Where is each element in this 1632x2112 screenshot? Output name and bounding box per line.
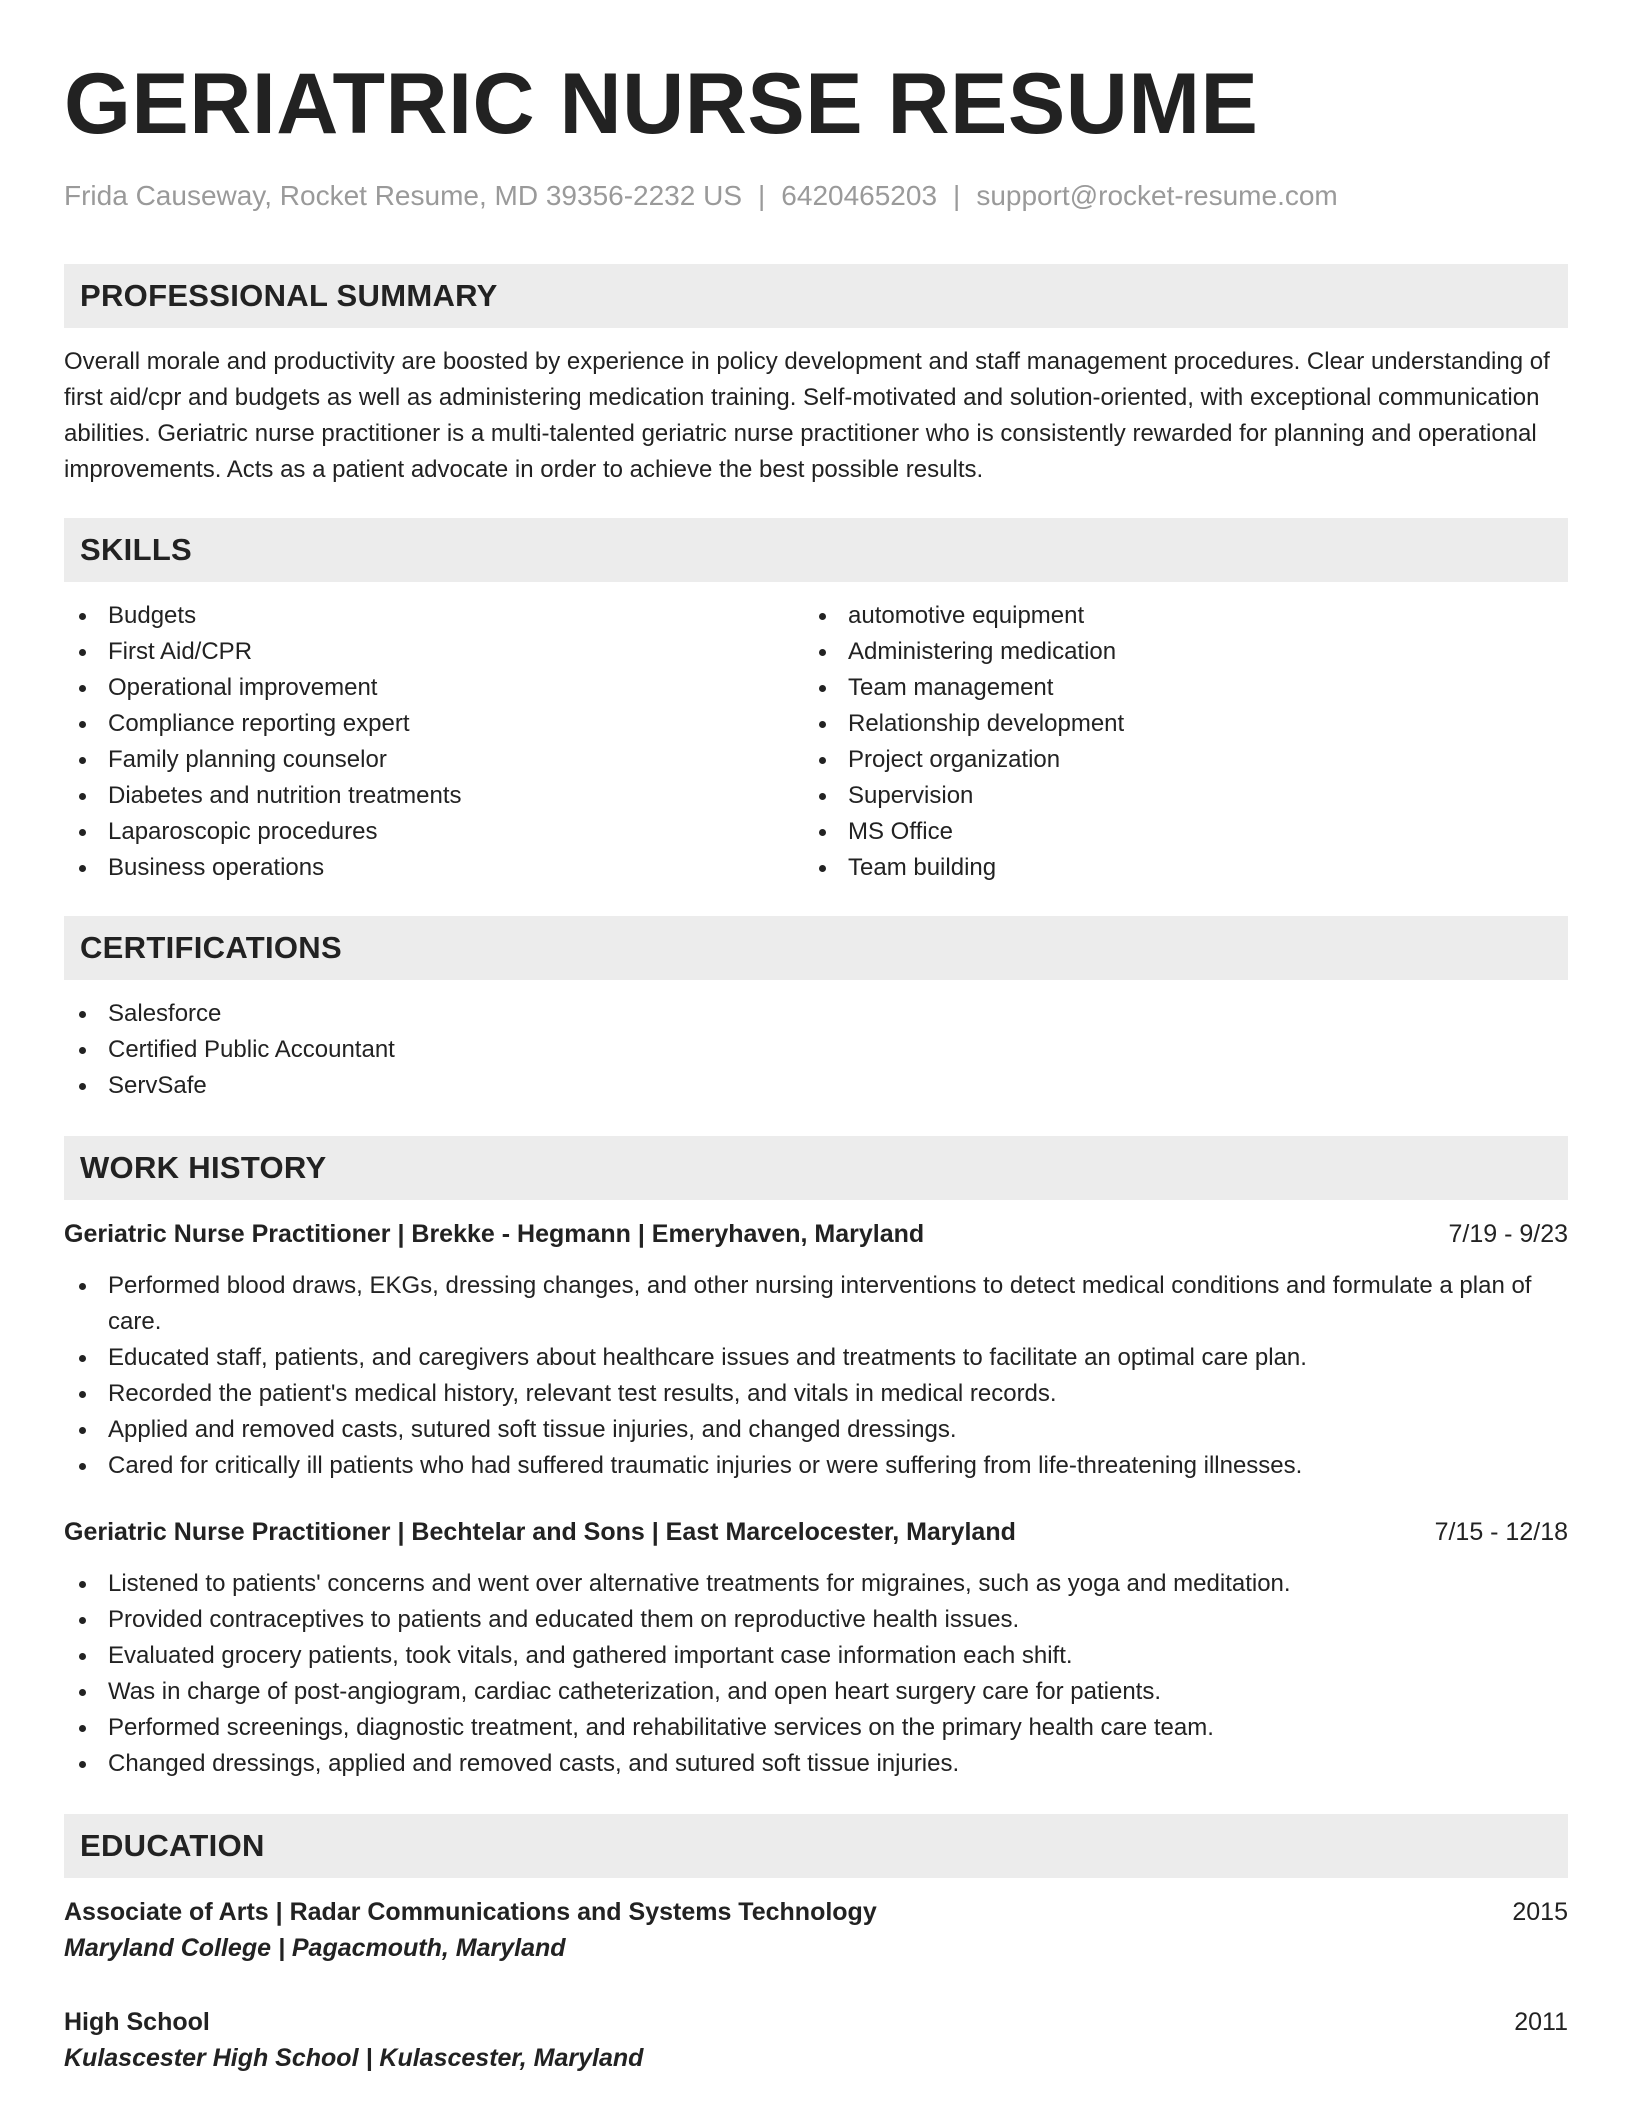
- job-dates: 7/15 - 12/18: [1434, 1518, 1568, 1546]
- education-degree: Associate of Arts | Radar Communications and Systems Technology: [64, 1898, 877, 1926]
- resume-title: GERIATRIC NURSE RESUME: [64, 56, 1259, 152]
- job-dates: 7/19 - 9/23: [1448, 1220, 1568, 1248]
- job-duty: Changed dressings, applied and removed casts, and sutured soft tissue injuries.: [64, 1746, 1568, 1782]
- skill-item: Laparoscopic procedures: [64, 814, 804, 850]
- skill-item: automotive equipment: [804, 598, 1544, 634]
- skill-item: Team building: [804, 850, 1544, 886]
- education-school: Maryland College | Pagacmouth, Maryland: [64, 1934, 566, 1962]
- certification-item: Certified Public Accountant: [64, 1032, 1568, 1068]
- skill-item: First Aid/CPR: [64, 634, 804, 670]
- job-duty: Applied and removed casts, sutured soft tissue injuries, and changed dressings.: [64, 1412, 1568, 1448]
- job-header: [64, 1514, 1568, 1550]
- job-duties-list: [64, 1268, 1568, 1484]
- skill-item: Compliance reporting expert: [64, 706, 804, 742]
- job-duty: Listened to patients' concerns and went over alternative treatments for migraines, such as yoga and meditation.: [64, 1566, 1568, 1602]
- contact-separator: |: [758, 180, 766, 211]
- job-duty: Performed blood draws, EKGs, dressing changes, and other nursing interventions to detect medical conditions and formulate a plan of care.: [64, 1268, 1568, 1340]
- education-entry: [64, 2004, 1568, 2076]
- skill-item: Team management: [804, 670, 1544, 706]
- job-entry: [64, 1514, 1568, 1782]
- skill-item: Business operations: [64, 850, 804, 886]
- job-duty: Provided contraceptives to patients and educated them on reproductive health issues.: [64, 1602, 1568, 1638]
- contact-phone: 6420465203: [781, 180, 938, 211]
- job-duty: Cared for critically ill patients who had suffered traumatic injuries or were suffering from life-threatening illnesses.: [64, 1448, 1568, 1484]
- skill-item: Supervision: [804, 778, 1544, 814]
- job-entry: [64, 1216, 1568, 1484]
- skill-item: Administering medication: [804, 634, 1544, 670]
- education-header: [64, 1894, 1568, 1930]
- education-entry: [64, 1894, 1568, 1966]
- skill-item: Family planning counselor: [64, 742, 804, 778]
- education-header: [64, 2004, 1568, 2040]
- job-duties-list: [64, 1566, 1568, 1782]
- skills-grid: [64, 598, 1568, 886]
- contact-separator: |: [953, 180, 961, 211]
- job-header: [64, 1216, 1568, 1252]
- job-duty: Educated staff, patients, and caregivers about healthcare issues and treatments to facilitate an optimal care plan.: [64, 1340, 1568, 1376]
- contact-email: support@rocket-resume.com: [976, 180, 1338, 211]
- contact-address: Frida Causeway, Rocket Resume, MD 39356-2232 US: [64, 180, 743, 211]
- education-year: 2015: [1512, 1898, 1568, 1926]
- skill-item: Project organization: [804, 742, 1544, 778]
- skill-item: Diabetes and nutrition treatments: [64, 778, 804, 814]
- education-school: Kulascester High School | Kulascester, Maryland: [64, 2044, 644, 2072]
- job-duty: Evaluated grocery patients, took vitals, and gathered important case information each shift.: [64, 1638, 1568, 1674]
- job-title: Geriatric Nurse Practitioner | Brekke - Hegmann | Emeryhaven, Maryland: [64, 1220, 925, 1248]
- section-heading-work-history: WORK HISTORY: [64, 1136, 1568, 1200]
- section-heading-skills: SKILLS: [64, 518, 1568, 582]
- section-heading-summary: PROFESSIONAL SUMMARY: [64, 264, 1568, 328]
- certifications-list: [64, 996, 1568, 1104]
- certification-item: ServSafe: [64, 1068, 1568, 1104]
- job-duty: Performed screenings, diagnostic treatment, and rehabilitative services on the primary health care team.: [64, 1710, 1568, 1746]
- section-heading-certifications: CERTIFICATIONS: [64, 916, 1568, 980]
- skill-item: Relationship development: [804, 706, 1544, 742]
- summary-text: Overall morale and productivity are boosted by experience in policy development and staff management procedures. Clear understanding of first aid/cpr and budgets as well as administering medication training. Self-motivated and solution-oriented, with exceptional communication abilities. Geriatric nurse practitioner is a multi-talented geriatric nurse practitioner who is consistently rewarded for planning and operational improvements. Acts as a patient advocate in order to achieve the best possible results.: [64, 348, 1550, 483]
- certification-item: Salesforce: [64, 996, 1568, 1032]
- skill-item: MS Office: [804, 814, 1544, 850]
- job-duty: Recorded the patient's medical history, relevant test results, and vitals in medical records.: [64, 1376, 1568, 1412]
- skill-item: Budgets: [64, 598, 804, 634]
- section-heading-education: EDUCATION: [64, 1814, 1568, 1878]
- job-title: Geriatric Nurse Practitioner | Bechtelar and Sons | East Marcelocester, Maryland: [64, 1518, 1016, 1546]
- job-duty: Was in charge of post-angiogram, cardiac catheterization, and open heart surgery care for patients.: [64, 1674, 1568, 1710]
- contact-line: [64, 178, 1568, 214]
- skills-column-left: [64, 598, 804, 886]
- skills-column-right: [804, 598, 1544, 886]
- education-degree: High School: [64, 2008, 210, 2036]
- education-year: 2011: [1514, 2008, 1568, 2036]
- skill-item: Operational improvement: [64, 670, 804, 706]
